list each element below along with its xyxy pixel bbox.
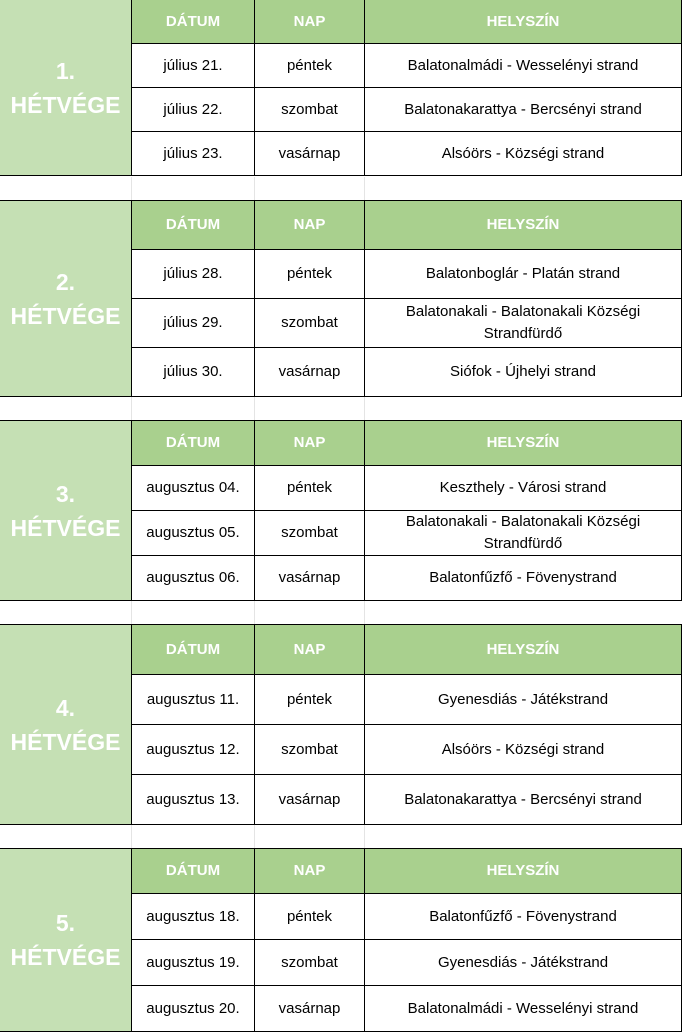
- spacer-row: [0, 825, 682, 848]
- weekend-block-4: [0, 624, 682, 825]
- location-cell: Balatonalmádi - Wesselényi strand: [365, 986, 682, 1032]
- date-cell: augusztus 11.: [132, 675, 255, 725]
- location-cell: Keszthely - Városi strand: [365, 466, 682, 511]
- location-cell: Siófok - Újhelyi strand: [365, 348, 682, 397]
- header-day: NAP: [255, 420, 365, 466]
- date-cell: július 23.: [132, 132, 255, 176]
- weekend-label: 5. HÉTVÉGE: [10, 910, 121, 970]
- location-cell: Alsóörs - Községi strand: [365, 132, 682, 176]
- header-location: HELYSZÍN: [365, 0, 682, 44]
- location-cell: Balatonboglár - Platán strand: [365, 250, 682, 299]
- spacer-row: [0, 177, 682, 200]
- date-cell: július 21.: [132, 44, 255, 88]
- weekend-label: 4. HÉTVÉGE: [10, 694, 121, 755]
- day-cell: péntek: [255, 675, 365, 725]
- location-cell: Balatonakarattya - Bercsényi strand: [365, 88, 682, 132]
- location-cell: Gyenesdiás - Játékstrand: [365, 940, 682, 986]
- weekend-label-cell: [0, 0, 132, 176]
- location-cell: Balatonakarattya - Bercsényi strand: [365, 775, 682, 825]
- day-cell: péntek: [255, 466, 365, 511]
- date-cell: augusztus 20.: [132, 986, 255, 1032]
- weekend-label-cell: [0, 624, 132, 825]
- weekend-label-cell: [0, 200, 132, 397]
- header-day: NAP: [255, 848, 365, 894]
- header-date: DÁTUM: [132, 0, 255, 44]
- location-cell: Alsóörs - Községi strand: [365, 725, 682, 775]
- header-date: DÁTUM: [132, 420, 255, 466]
- location-cell: Balatonakali - Balatonakali Községi Strandfürdő: [365, 511, 682, 556]
- day-cell: szombat: [255, 299, 365, 348]
- header-day: NAP: [255, 624, 365, 675]
- spacer-row: [0, 601, 682, 624]
- weekend-block-3: [0, 420, 682, 601]
- weekend-block-5: [0, 848, 682, 1032]
- spacer-row: [0, 397, 682, 420]
- weekend-label: 2. HÉTVÉGE: [10, 268, 121, 329]
- location-cell: Balatonalmádi - Wesselényi strand: [365, 44, 682, 88]
- header-date: DÁTUM: [132, 624, 255, 675]
- day-cell: vasárnap: [255, 986, 365, 1032]
- weekend-label: 3. HÉTVÉGE: [10, 480, 121, 541]
- weekend-label-cell: [0, 848, 132, 1032]
- header-day: NAP: [255, 0, 365, 44]
- header-location: HELYSZÍN: [365, 420, 682, 466]
- date-cell: július 29.: [132, 299, 255, 348]
- day-cell: vasárnap: [255, 556, 365, 601]
- location-cell: Balatonfűzfő - Fövenystrand: [365, 894, 682, 940]
- day-cell: szombat: [255, 511, 365, 556]
- day-cell: szombat: [255, 940, 365, 986]
- header-location: HELYSZÍN: [365, 624, 682, 675]
- date-cell: augusztus 12.: [132, 725, 255, 775]
- header-location: HELYSZÍN: [365, 200, 682, 250]
- day-cell: péntek: [255, 44, 365, 88]
- date-cell: augusztus 04.: [132, 466, 255, 511]
- weekend-label-cell: [0, 420, 132, 601]
- header-date: DÁTUM: [132, 200, 255, 250]
- day-cell: szombat: [255, 88, 365, 132]
- header-date: DÁTUM: [132, 848, 255, 894]
- weekend-label: 1. HÉTVÉGE: [10, 57, 121, 118]
- location-cell: Gyenesdiás - Játékstrand: [365, 675, 682, 725]
- date-cell: július 30.: [132, 348, 255, 397]
- date-cell: július 22.: [132, 88, 255, 132]
- date-cell: augusztus 05.: [132, 511, 255, 556]
- location-cell: Balatonakali - Balatonakali Községi Strandfürdő: [365, 299, 682, 348]
- day-cell: szombat: [255, 725, 365, 775]
- date-cell: augusztus 18.: [132, 894, 255, 940]
- day-cell: vasárnap: [255, 348, 365, 397]
- header-location: HELYSZÍN: [365, 848, 682, 894]
- day-cell: vasárnap: [255, 775, 365, 825]
- day-cell: péntek: [255, 250, 365, 299]
- date-cell: augusztus 19.: [132, 940, 255, 986]
- day-cell: péntek: [255, 894, 365, 940]
- location-cell: Balatonfűzfő - Fövenystrand: [365, 556, 682, 601]
- weekend-block-2: [0, 200, 682, 397]
- day-cell: vasárnap: [255, 132, 365, 176]
- date-cell: augusztus 06.: [132, 556, 255, 601]
- date-cell: július 28.: [132, 250, 255, 299]
- date-cell: augusztus 13.: [132, 775, 255, 825]
- weekend-block-1: [0, 0, 682, 176]
- header-day: NAP: [255, 200, 365, 250]
